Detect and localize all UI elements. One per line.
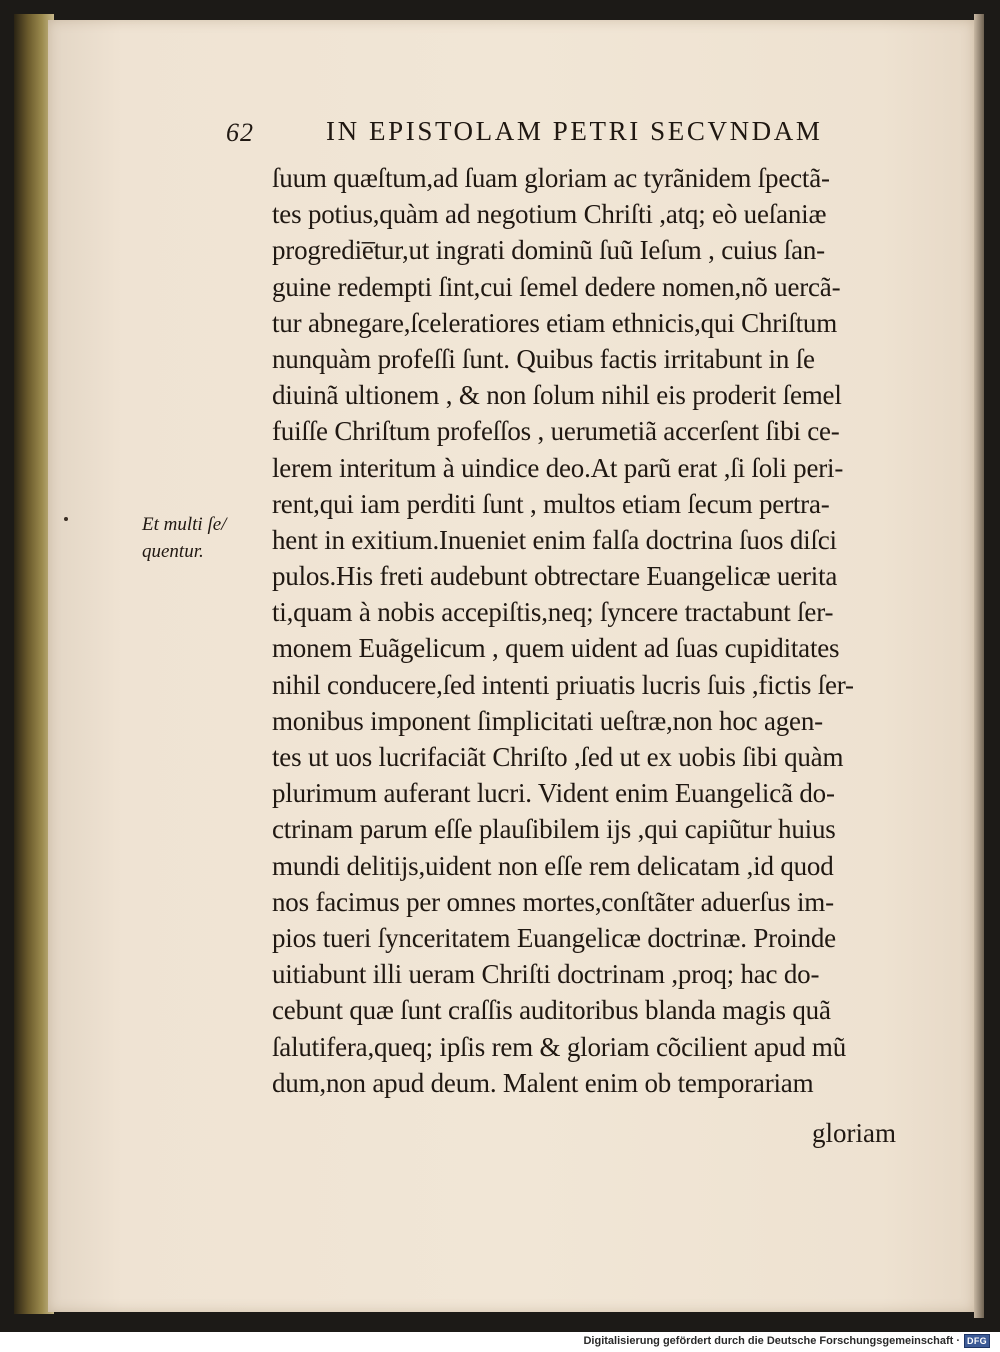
margin-dot-mark [64, 517, 68, 521]
text-line: guine redempti ſint,cui ſemel dedere nomen,nõ uercã- [272, 271, 841, 302]
text-line: nunquàm profeſſi ſunt. Quibus factis irritabunt in ſe [272, 343, 815, 374]
text-line: uitiabunt illi ueram Chriſti doctrinam ,proq; hac do- [272, 959, 820, 990]
marginal-note-line: quentur. [142, 541, 204, 562]
text-line: tur abnegare,ſceleratiores etiam ethnicis,qui Chriſtum [272, 307, 837, 338]
text-line: tes potius,quàm ad negotium Chriſti ,atq; eò ueſaniæ [272, 199, 827, 230]
footer-credit: Digitalisierung gefördert durch die Deutsche Forschungsgemeinschaft · [583, 1335, 960, 1347]
catchword: gloriam [812, 1118, 896, 1148]
text-line: nos facimus per omnes mortes,conſtãter aduerſus im- [272, 886, 834, 917]
text-line: ſalutifera,queq; ipſis rem & gloriam cõcilient apud mũ [272, 1031, 847, 1062]
text-line: monibus imponent ſimplicitati ueſtræ,non hoc agen- [272, 705, 823, 736]
body-text [272, 160, 932, 1101]
text-line: ſuum quæſtum,ad ſuam gloriam ac tyrãnidem ſpectã- [272, 163, 830, 193]
text-line: fuiſſe Chriſtum profeſſos , uerumetiã accerſent ſibi ce- [272, 416, 840, 447]
text-line: dum,non apud deum. Malent enim ob temporariam [272, 1067, 814, 1098]
text-line: tes ut uos lucrifaciãt Chriſto ,ſed ut ex uobis ſibi quàm [272, 742, 844, 772]
text-line: nihil conducere,ſed intenti priuatis lucris ſuis ,fictis ſer- [272, 669, 854, 700]
marginal-note-line: Et multi ſe/ [142, 514, 227, 535]
text-line: progredie̅tur,ut ingrati dominũ ſuũ Ieſum , cuius ſan- [272, 235, 825, 266]
text-line: diuinã ultionem , & non ſolum nihil eis proderit ſemel [272, 380, 842, 411]
text-line: ti,quam à nobis accepiſtis,neq; ſyncere tractabunt ſer- [272, 597, 834, 628]
text-line: pulos.His freti audebunt obtrectare Euangelicæ uerita [272, 561, 838, 592]
running-head: IN EPISTOLAM PETRI SECVNDAM [326, 116, 823, 146]
page-number: 62 [226, 118, 254, 147]
marginal-note [142, 511, 252, 565]
dfg-logo: DFG [964, 1334, 990, 1348]
text-line: mundi delitijs,uident non eſſe rem delicatam ,id quod [272, 850, 834, 881]
text-line: plurimum auferant lucri. Vident enim Euangelicã do- [272, 778, 835, 809]
text-line: ctrinam parum eſſe plauſibilem ijs ,qui capiũtur huius [272, 814, 836, 845]
text-line: pios tueri ſynceritatem Euangelicæ doctrinæ. Proinde [272, 922, 836, 953]
text-line: hent in exitium.Inueniet enim falſa doctrina ſuos diſci [272, 524, 837, 555]
text-line: lerem interitum à uindice deo.At parũ erat ,ſi ſoli peri- [272, 452, 844, 483]
text-line: monem Euãgelicum , quem uident ad ſuas cupiditates [272, 633, 840, 664]
text-line: rent,qui iam perditi ſunt , multos etiam ſecum pertra- [272, 488, 830, 519]
page-edge-right [974, 14, 984, 1318]
text-line: cebunt quæ ſunt craſſis auditoribus blanda magis quã [272, 995, 831, 1026]
